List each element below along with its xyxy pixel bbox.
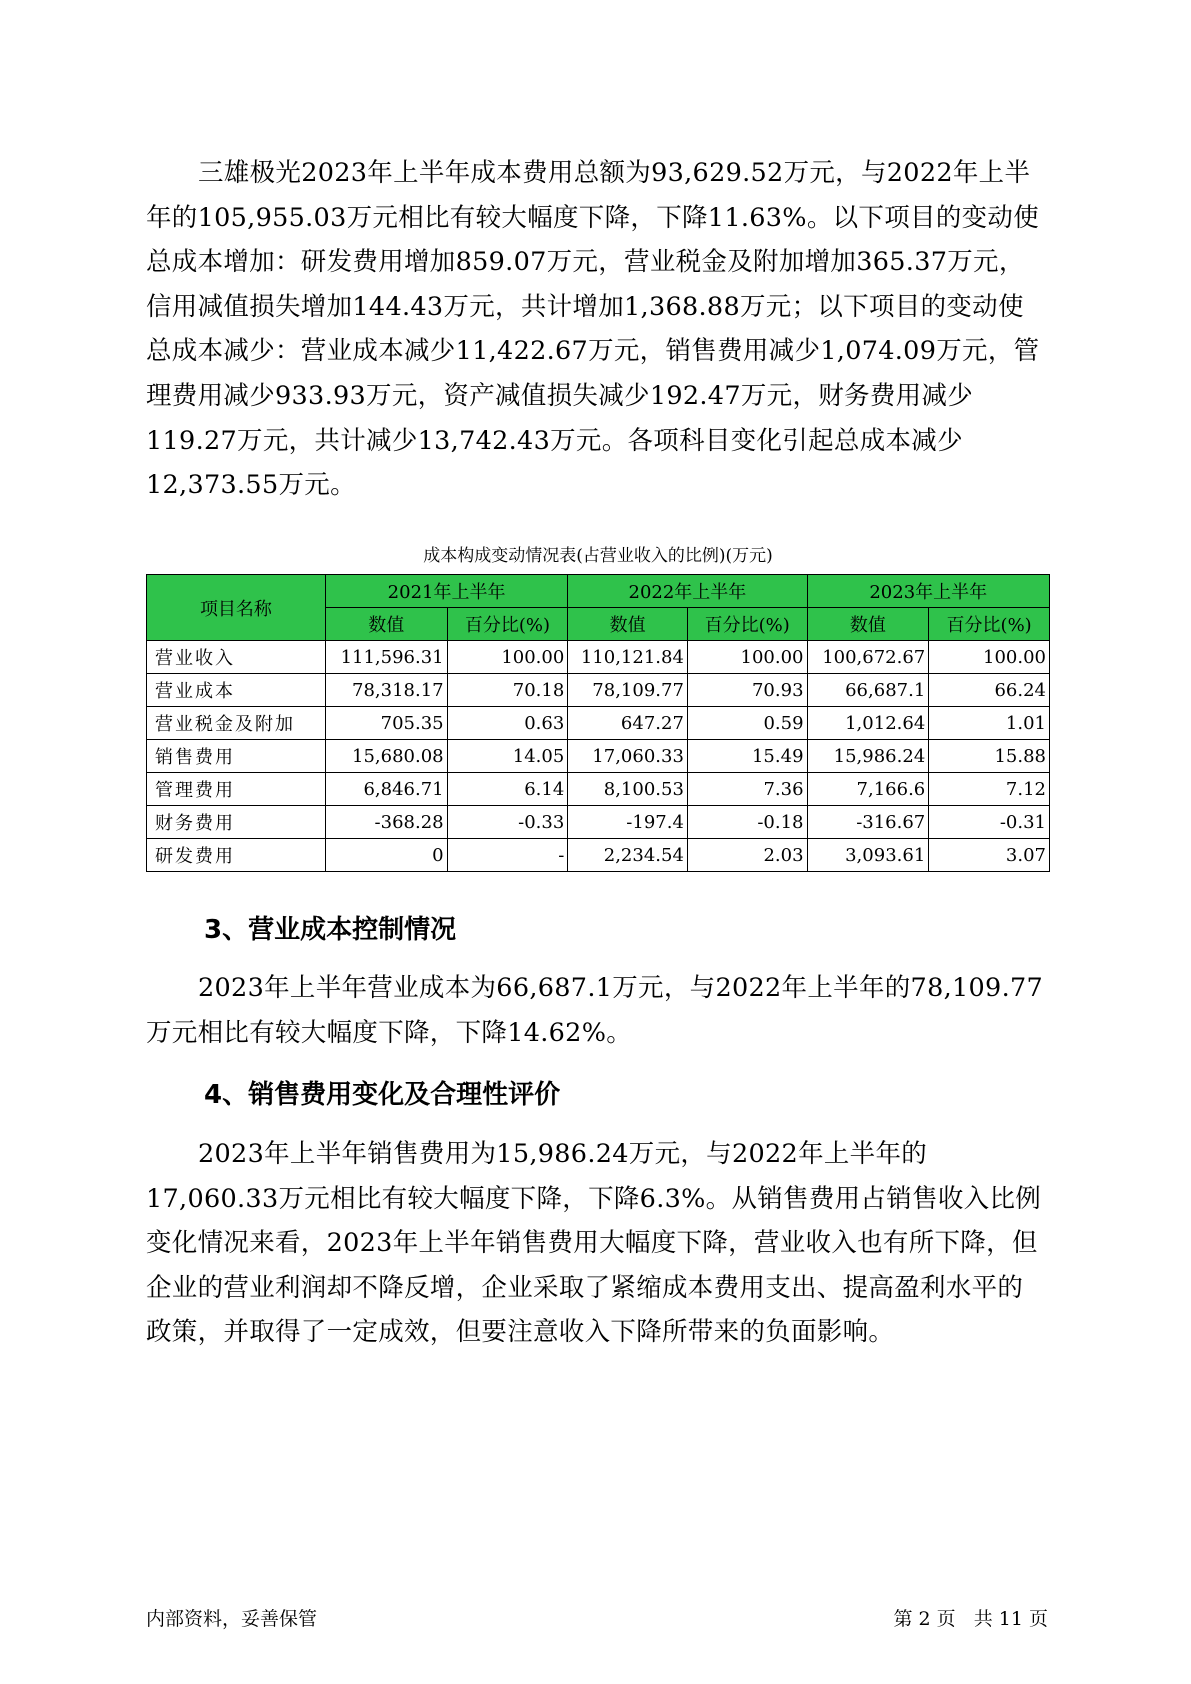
cell-percent: 70.18 [447, 674, 568, 707]
cell-value: 78,318.17 [325, 674, 447, 707]
cell-percent: -0.31 [929, 806, 1050, 839]
intro-paragraph: 三雄极光2023年上半年成本费用总额为93,629.52万元，与2022年上半年的105,955.03万元相比有较大幅度下降，下降11.63%。以下项目的变动使总成本增加：研发费用增加859.07万元，营业税金及附加增加365.37万元，信用减值损失增加144.43万元，共计增加1,368.88万元；以下项目的变动使总成本减少：营业成本减少11,422.67万元，销售费用减少1,074.09万元，管理费用减少933.93万元，资产减值损失减少192.47万元，财务费用减少119.27万元，共计减少13,742.43万元。各项科目变化引起总成本减少12,373.55万元。 [146, 158, 1040, 501]
header-period-2021: 2021年上半年 [325, 575, 567, 608]
cell-percent: 2.03 [687, 839, 807, 872]
cell-percent: 70.93 [687, 674, 807, 707]
cell-percent: 7.12 [929, 773, 1050, 806]
row-label: 管理费用 [147, 773, 326, 806]
cell-percent: 100.00 [447, 641, 568, 674]
subheader-percent: 百分比(%) [687, 608, 807, 641]
cell-percent: 0.59 [687, 707, 807, 740]
cell-percent: 14.05 [447, 740, 568, 773]
cell-percent: 7.36 [687, 773, 807, 806]
table-row [147, 707, 1050, 740]
cell-value: -316.67 [807, 806, 929, 839]
header-period-2023: 2023年上半年 [807, 575, 1049, 608]
cell-value: 705.35 [325, 707, 447, 740]
cell-value: 8,100.53 [568, 773, 688, 806]
subheader-value: 数值 [568, 608, 688, 641]
table-header-row [147, 575, 1050, 608]
cell-percent: 0.63 [447, 707, 568, 740]
table-row [147, 740, 1050, 773]
row-label: 营业税金及附加 [147, 707, 326, 740]
subheader-value: 数值 [325, 608, 447, 641]
cell-value: 66,687.1 [807, 674, 929, 707]
footer-confidential-note: 内部资料，妥善保管 [146, 1608, 318, 1630]
cell-value: 3,093.61 [807, 839, 929, 872]
cell-value: 110,121.84 [568, 641, 688, 674]
cell-value: 0 [325, 839, 447, 872]
cost-control-paragraph: 2023年上半年营业成本为66,687.1万元，与2022年上半年的78,109.77万元相比有较大幅度下降，下降14.62%。 [146, 973, 1044, 1048]
row-label: 营业成本 [147, 674, 326, 707]
table-caption: 成本构成变动情况表(占营业收入的比例)(万元) [423, 546, 773, 566]
cell-value: 6,846.71 [325, 773, 447, 806]
row-label: 财务费用 [147, 806, 326, 839]
row-label: 研发费用 [147, 839, 326, 872]
cell-percent: 3.07 [929, 839, 1050, 872]
cell-percent: 66.24 [929, 674, 1050, 707]
sales-expense-paragraph: 2023年上半年销售费用为15,986.24万元，与2022年上半年的17,060.33万元相比有较大幅度下降，下降6.3%。从销售费用占销售收入比例变化情况来看，2023年上半年销售费用大幅度下降，营业收入也有所下降，但企业的营业利润却不降反增，企业采取了紧缩成本费用支出、提高盈利水平的政策，并取得了一定成效，但要注意收入下降所带来的负面影响。 [146, 1139, 1042, 1348]
row-label: 销售费用 [147, 740, 326, 773]
cell-value: 2,234.54 [568, 839, 688, 872]
header-item-name: 项目名称 [147, 575, 326, 641]
cell-percent: 1.01 [929, 707, 1050, 740]
cell-value: -197.4 [568, 806, 688, 839]
section-heading-cost-control: 3、营业成本控制情况 [204, 915, 457, 945]
cell-value: 647.27 [568, 707, 688, 740]
table-row [147, 641, 1050, 674]
cell-percent: 15.49 [687, 740, 807, 773]
cell-value: 17,060.33 [568, 740, 688, 773]
cell-percent: -0.18 [687, 806, 807, 839]
header-period-2022: 2022年上半年 [568, 575, 807, 608]
subheader-percent: 百分比(%) [447, 608, 568, 641]
cell-percent: - [447, 839, 568, 872]
cell-value: 1,012.64 [807, 707, 929, 740]
cell-value: 111,596.31 [325, 641, 447, 674]
footer-page-number [893, 1606, 1048, 1632]
row-label: 营业收入 [147, 641, 326, 674]
cell-value: 78,109.77 [568, 674, 688, 707]
table-row [147, 806, 1050, 839]
table-row [147, 674, 1050, 707]
table-row [147, 839, 1050, 872]
cell-percent: 6.14 [447, 773, 568, 806]
cost-structure-table [146, 574, 1050, 872]
cell-percent: 100.00 [929, 641, 1050, 674]
cell-value: 15,986.24 [807, 740, 929, 773]
cell-value: -368.28 [325, 806, 447, 839]
cell-percent: -0.33 [447, 806, 568, 839]
cell-value: 7,166.6 [807, 773, 929, 806]
page-number-text: 第 2 页 共 11 页 [893, 1608, 1048, 1630]
section-heading-sales-expense: 4、销售费用变化及合理性评价 [204, 1080, 561, 1110]
subheader-percent: 百分比(%) [929, 608, 1050, 641]
cell-value: 15,680.08 [325, 740, 447, 773]
cell-percent: 100.00 [687, 641, 807, 674]
cell-value: 100,672.67 [807, 641, 929, 674]
table-row [147, 773, 1050, 806]
cell-percent: 15.88 [929, 740, 1050, 773]
subheader-value: 数值 [807, 608, 929, 641]
